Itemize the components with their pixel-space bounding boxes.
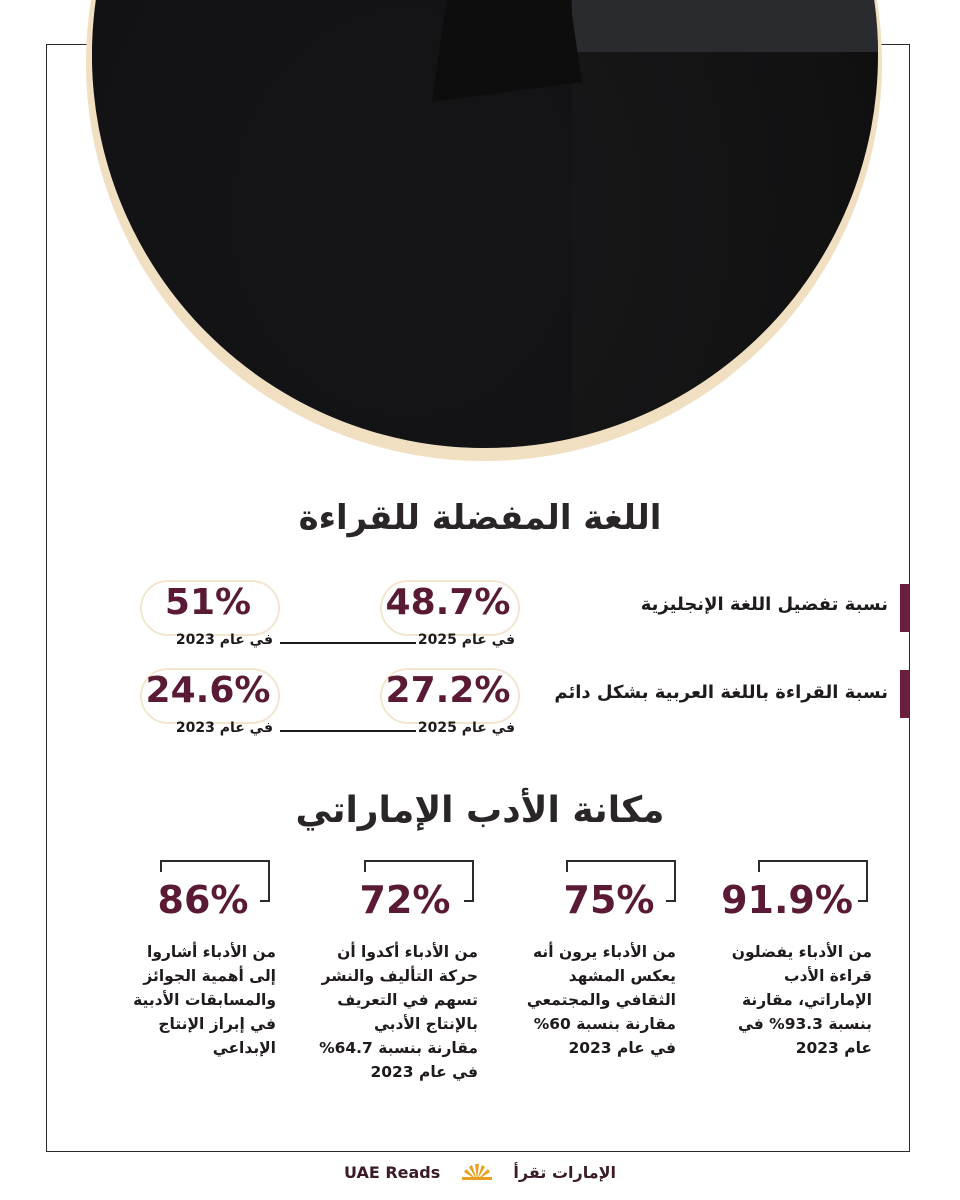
section-title-emirati-literature: مكانة الأدب الإماراتي bbox=[295, 790, 665, 831]
pct-arabic-2023: 24.6% bbox=[145, 670, 271, 711]
pct-arabic-2025: 27.2% bbox=[385, 670, 511, 711]
row-marker bbox=[900, 584, 910, 632]
row-label-english: نسبة تفضيل اللغة الإنجليزية bbox=[640, 594, 888, 615]
row-marker bbox=[900, 670, 910, 718]
stat-desc-reflects-culture: من الأدباء يرون أنه يعكس المشهد الثقافي والمجتمعي مقارنة بنسبة 60% في عام 2023 bbox=[526, 943, 676, 1057]
stat-pct-prefer-emirati: 91.9% bbox=[721, 878, 853, 922]
footer-arabic-name: الإمارات تقرأ bbox=[513, 1162, 617, 1182]
stat-desc-awards: من الأدباء أشاروا إلى أهمية الجوائز والمسابقات الأدبية في إبراز الإنتاج الإبداعي bbox=[133, 943, 276, 1057]
hero-photo bbox=[92, 0, 878, 448]
connector-line bbox=[280, 730, 416, 732]
row-label-arabic: نسبة القراءة باللغة العربية بشكل دائم bbox=[554, 682, 888, 703]
connector-line bbox=[280, 642, 416, 644]
year-2023: في عام 2023 bbox=[175, 632, 273, 648]
stat-desc-publishing: من الأدباء أكدوا أن حركة التأليف والنشر تسهم في التعريف بالإنتاج الأدبي مقارنة بنسبة 64.7% في عام 2023 bbox=[319, 943, 478, 1081]
library-bookshelf-illustration bbox=[92, 0, 878, 448]
section-title-reading-language: اللغة المفضلة للقراءة bbox=[298, 498, 662, 538]
stat-desc-prefer-emirati: من الأدباء يفضلون قراءة الأدب الإماراتي، مقارنة بنسبة 93.3% في عام 2023 bbox=[731, 943, 872, 1057]
stat-pct-publishing: 72% bbox=[359, 878, 451, 922]
footer-english-name: UAE Reads bbox=[343, 1162, 441, 1182]
year-2025: في عام 2025 bbox=[417, 720, 515, 736]
stat-pct-reflects-culture: 75% bbox=[563, 878, 655, 922]
footer-logo bbox=[0, 1160, 960, 1190]
pct-english-2025: 48.7% bbox=[385, 582, 511, 623]
stat-pct-awards: 86% bbox=[157, 878, 249, 922]
sunburst-icon bbox=[460, 1160, 494, 1184]
year-2025: في عام 2025 bbox=[417, 632, 515, 648]
hero-photo-ring bbox=[86, 0, 882, 461]
year-2023: في عام 2023 bbox=[175, 720, 273, 736]
pct-english-2023: 51% bbox=[164, 582, 252, 623]
